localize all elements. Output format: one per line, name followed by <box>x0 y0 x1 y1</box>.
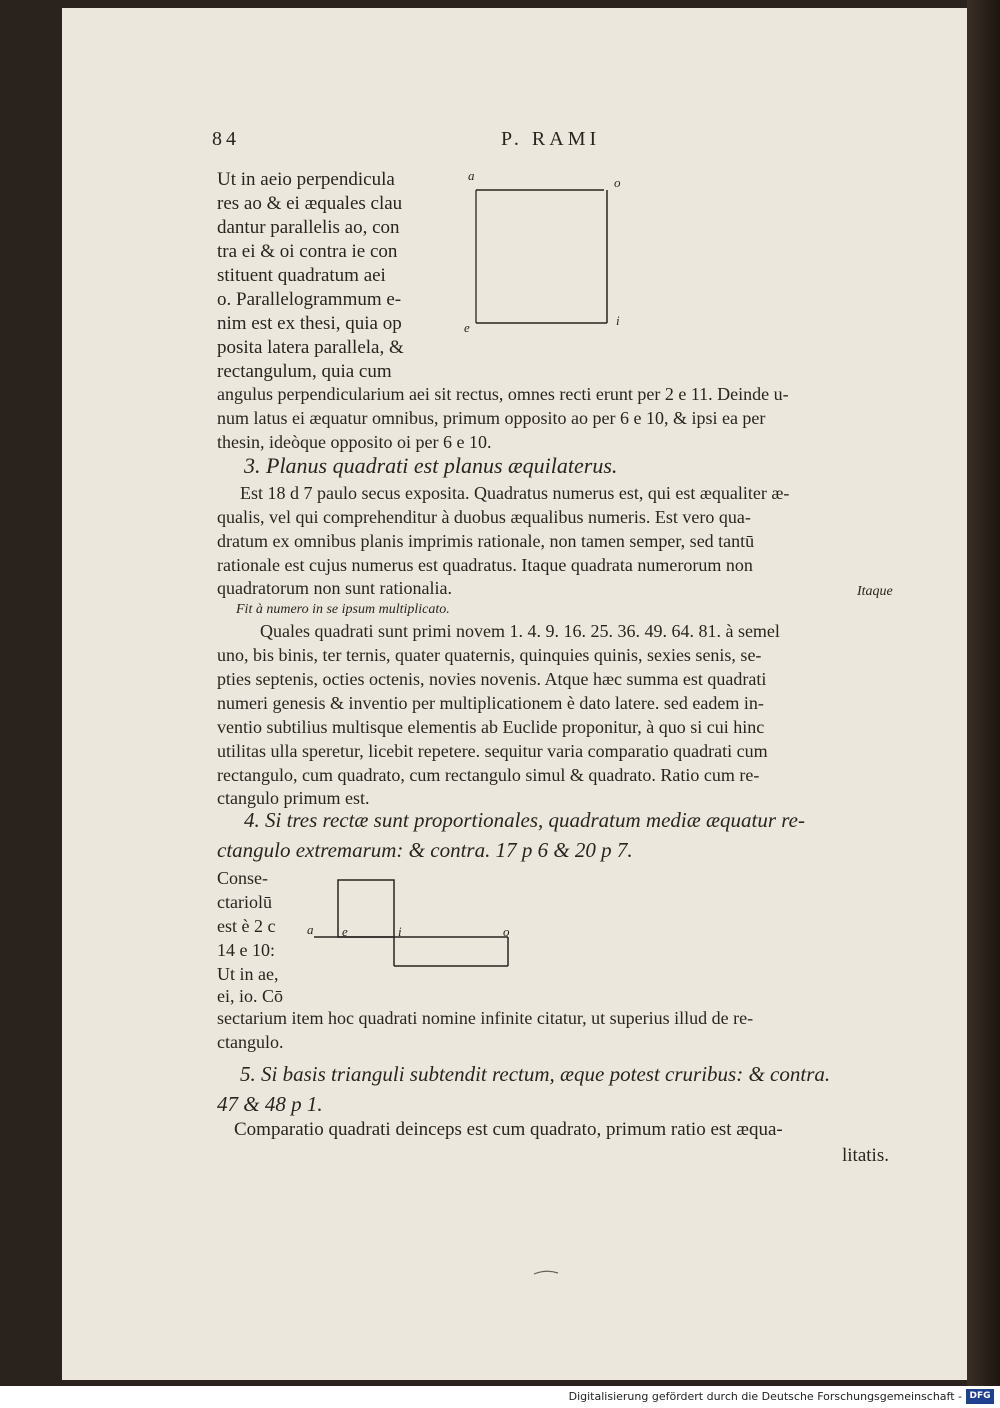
label-o: o <box>503 924 510 939</box>
text-line: rectangulum, quia cum <box>217 361 392 382</box>
text-line: o. Parallelogrammum e- <box>217 289 402 310</box>
text-line: sectarium item hoc quadrati nomine infinite citatur, ut superius illud de re- <box>217 1008 754 1028</box>
text-line: pties septenis, octies octenis, novies novenis. Atque hæc summa est quadrati <box>217 669 767 689</box>
text-line: ctangulo primum est. <box>217 788 370 808</box>
text-line: uno, bis binis, ter ternis, quater quaternis, quinquies quinis, sexies senis, se- <box>217 645 762 665</box>
text-line: qualis, vel qui comprehenditur à duobus æqualibus numeris. Est vero qua- <box>217 507 751 527</box>
text-line: ctariolū <box>217 892 272 912</box>
text-line: nim est ex thesi, quia op <box>217 313 402 334</box>
text-line: res ao & ei æquales clau <box>217 193 403 214</box>
text-line: Conse- <box>217 868 268 888</box>
book-page <box>62 8 967 1380</box>
text-line: quadratorum non sunt rationalia. <box>217 578 452 598</box>
text-line: Quales quadrati sunt primi novem 1. 4. 9. 16. 25. 36. 49. 64. 81. à semel <box>260 621 780 641</box>
label-o: o <box>614 175 621 190</box>
text-line: Est 18 d 7 paulo secus exposita. Quadratus numerus est, qui est æqualiter æ- <box>240 483 790 503</box>
text-line: Comparatio quadrati deinceps est cum quadrato, primum ratio est æqua- <box>234 1119 783 1140</box>
text-line: utilitas ulla speretur, licebit repetere. sequitur varia comparatio quadrati cum <box>217 741 768 761</box>
footer-credit: Digitalisierung gefördert durch die Deutsche Forschungsgemeinschaft - <box>568 1390 962 1403</box>
label-a: a <box>307 922 314 937</box>
text-line: posita latera parallela, & <box>217 337 404 358</box>
text-line: dantur parallelis ao, con <box>217 217 400 238</box>
section-heading: 4. Si tres rectæ sunt proportionales, quadratum mediæ æquatur re- <box>244 808 805 832</box>
text-line: angulus perpendicularium aei sit rectus, omnes recti erunt per 2 e 11. Deinde u- <box>217 384 789 404</box>
section-heading: 3. Planus quadrati est planus æquilaterus. <box>244 453 618 478</box>
label-i: i <box>616 313 620 328</box>
text-line: ctangulo. <box>217 1032 284 1052</box>
text-line: num latus ei æquatur omnibus, primum opposito ao per 6 e 10, & ipsi ea per <box>217 408 766 428</box>
text-line: ventio subtilius multisque elementis ab Euclide proponitur, à quo si cui hinc <box>217 717 765 737</box>
section-heading: 47 & 48 p 1. <box>217 1092 323 1116</box>
text-line: Ut in aeio perpendicula <box>217 169 395 190</box>
margin-note: Fit à numero in se ipsum multiplicato. <box>236 602 450 617</box>
page-number: 84 <box>212 128 240 150</box>
dfg-logo: DFG <box>966 1389 994 1404</box>
text-line: tra ei & oi contra ie con <box>217 241 398 262</box>
running-title: P. RAMI <box>501 128 601 150</box>
label-e: e <box>464 320 470 335</box>
text-line: stituent quadratum aei <box>217 265 386 286</box>
label-a: a <box>468 168 475 183</box>
text-line: litatis. <box>842 1145 889 1166</box>
text-line: numeri genesis & inventio per multiplicationem è dato latere. sed eadem in- <box>217 693 764 713</box>
footer <box>0 1388 1000 1408</box>
section-heading: ctangulo extremarum: & contra. 17 p 6 & 20 p 7. <box>217 838 633 862</box>
text-line: rectangulo, cum quadrato, cum rectangulo simul & quadrato. Ratio cum re- <box>217 765 760 785</box>
page-edge <box>967 0 1000 1386</box>
catchword: Itaque <box>857 584 893 599</box>
square-figure <box>474 183 614 328</box>
label-i: i <box>398 924 402 939</box>
label-e: e <box>342 924 348 939</box>
text-line: 14 e 10: <box>217 940 275 960</box>
text-line: rationale est cujus numerus est quadratus. Itaque quadrata numerorum non <box>217 555 753 575</box>
ink-mark <box>532 1268 562 1278</box>
section-heading: 5. Si basis trianguli subtendit rectum, æque potest cruribus: & contra. <box>240 1062 831 1086</box>
text-line: dratum ex omnibus planis imprimis rationale, non tamen semper, sed tantū <box>217 531 755 551</box>
text-line: ei, io. Cō <box>217 986 283 1006</box>
text-line: thesin, ideòque opposito oi per 6 e 10. <box>217 432 492 452</box>
text-line: est è 2 c <box>217 916 276 936</box>
text-line: Ut in ae, <box>217 964 279 984</box>
